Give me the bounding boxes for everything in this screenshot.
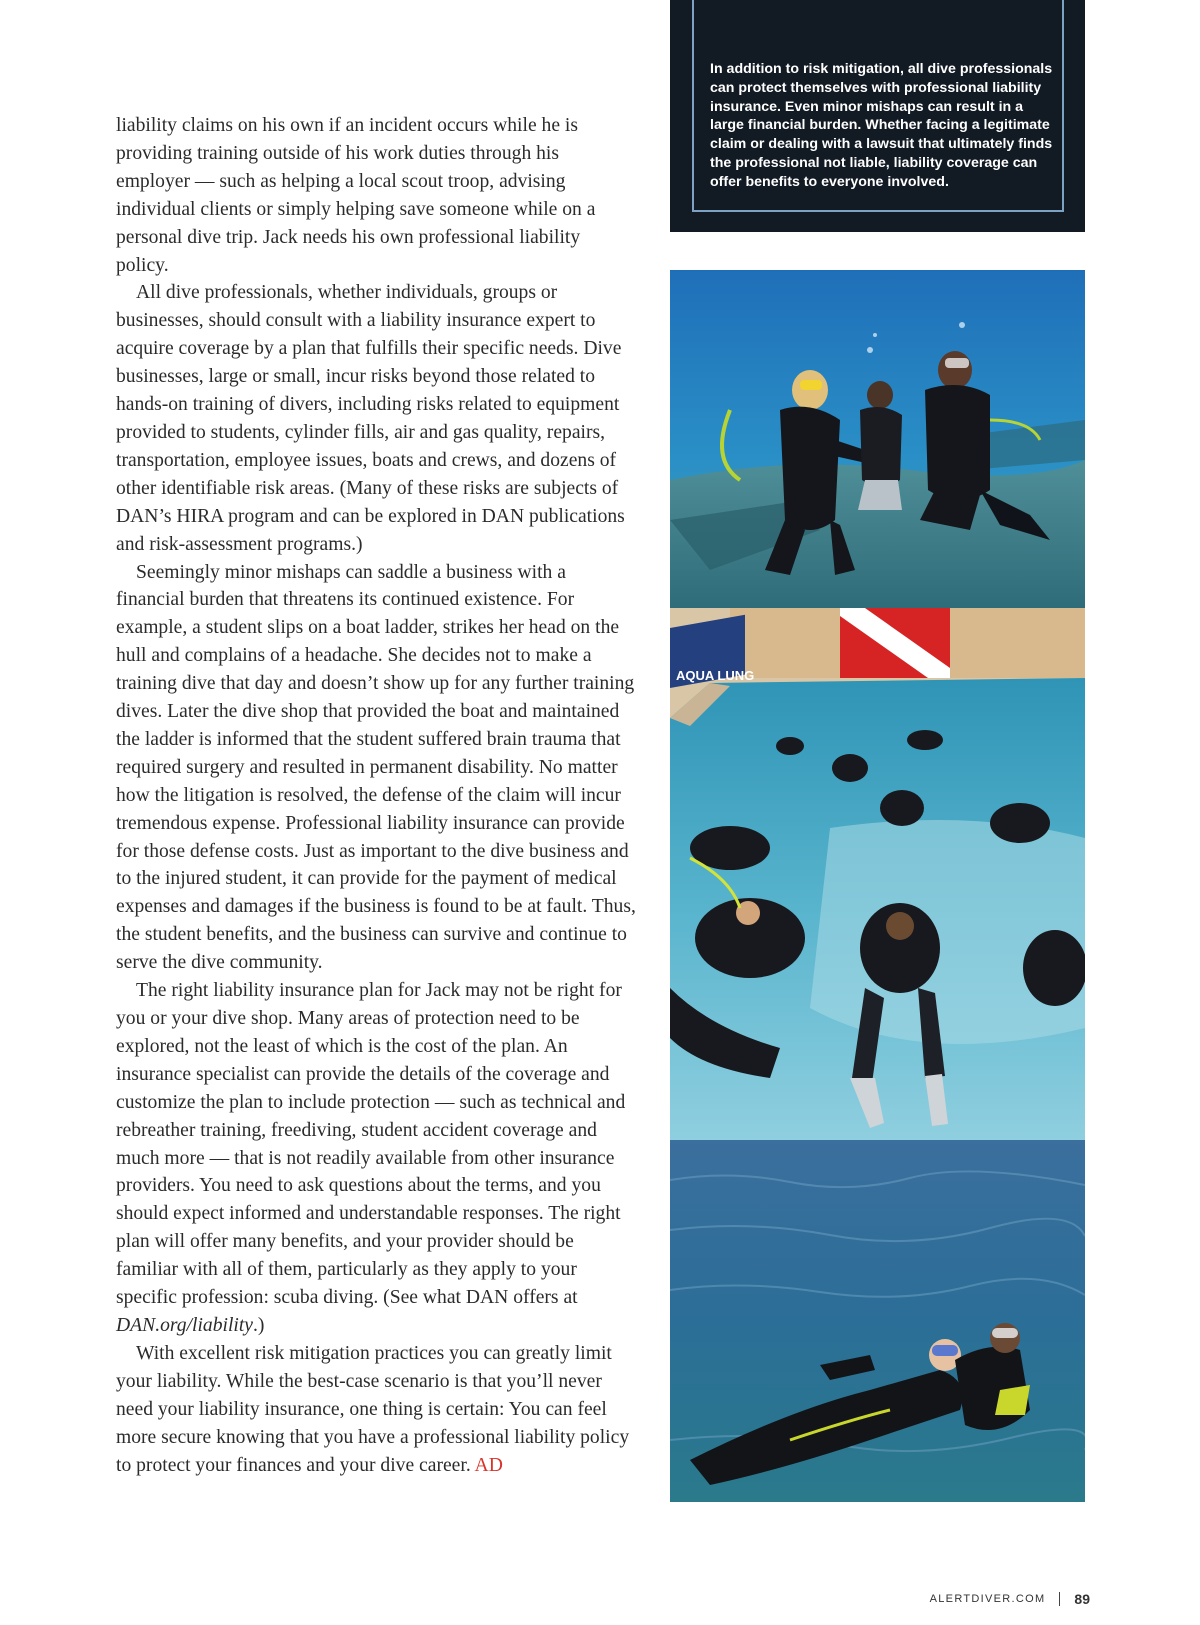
footer-site: ALERTDIVER.COM <box>929 1593 1046 1605</box>
dan-liability-link[interactable]: DAN.org/liability <box>116 1314 253 1336</box>
paragraph-5 <box>116 1340 636 1480</box>
paragraph-4 <box>116 977 636 1340</box>
photo-surface-rescue <box>670 1140 1085 1502</box>
footer-separator <box>1059 1592 1060 1606</box>
end-mark: AD <box>474 1454 503 1476</box>
paragraph-4-text: The right liability insurance plan for Jack may not be right for you or your dive shop. Many areas of protection need to be explored, not the least of which is the cost of the plan. An insurance specialist can provide the details of the coverage and customize the plan to include protection — such as technical and rebreather training, freediving, student accident coverage and much more — that is not readily available from other insurance providers. You need to ask questions about the terms, and you should expect informed and understandable responses. The right plan will offer many benefits, and your provider should be familiar with all of them, particularly as they apply to your specific profession: scuba diving. (See what DAN offers at <box>116 980 626 1309</box>
paragraph-3: Seemingly minor mishaps can saddle a business with a financial burden that threatens its continued existence. For example, a student slips on a boat ladder, strikes her head on the hull and complains of a headache. She decides not to make a training dive that day and doesn’t show up for any further training dives. Later the dive shop that provided the boat and maintained the ladder is informed that the student suffered brain trauma that required surgery and resulted in permanent disability. No matter how the litigation is resolved, the defense of the claim will incur tremendous expense. Professional liability insurance can provide for those defense costs. Just as important to the dive business and to the injured student, it can provide for the payment of medical expenses and damages if the business is found to be at fault. Thus, the student benefits, and the business can survive and continue to serve the dive community. <box>116 561 636 974</box>
article-body <box>116 112 636 1479</box>
page-footer <box>930 1591 1090 1607</box>
photo-pool-training <box>670 608 1085 1140</box>
sidebar-box <box>670 0 1085 232</box>
paragraph-4-close: .) <box>252 1314 265 1336</box>
paragraph-1: liability claims on his own if an incident occurs while he is providing training outside of his work duties through his employer — such as helping a local scout troop, advising individual clients or simply helping save someone while on a personal dive trip. Jack needs his own professional liability policy. <box>116 115 596 276</box>
pool-banner-text: AQUA LUNG <box>676 668 755 683</box>
paragraph-5-text: With excellent risk mitigation practices you can greatly limit your liability. While the best-case scenario is that you’ll never need your liability insurance, one thing is certain: You can feel more secure knowing that you have a professional liability policy to protect your finances and your dive career. <box>116 1342 630 1476</box>
paragraph-2: All dive professionals, whether individuals, groups or businesses, should consult with a liability insurance expert to acquire coverage by a plan that fulfills their specific needs. Dive businesses, large or small, incur risks beyond those related to hands-on training of divers, including risks related to equipment provided to students, cylinder fills, air and gas quality, repairs, transportation, employee issues, boats and crews, and dozens of other identifiable risk areas. (Many of these risks are subjects of DAN’s HIRA program and can be explored in DAN publications and risk-assessment programs.) <box>116 282 625 555</box>
photo-underwater-divers <box>670 270 1085 608</box>
sidebar-text: In addition to risk mitigation, all dive professionals can protect themselves with professional liability insurance. Even minor mishaps can result in a large financial burden. Whether facing a legitimate claim or dealing with a lawsuit that ultimately finds the professional not liable, liability coverage can offer benefits to everyone involved. <box>710 61 1053 190</box>
page-number: 89 <box>1074 1591 1090 1607</box>
